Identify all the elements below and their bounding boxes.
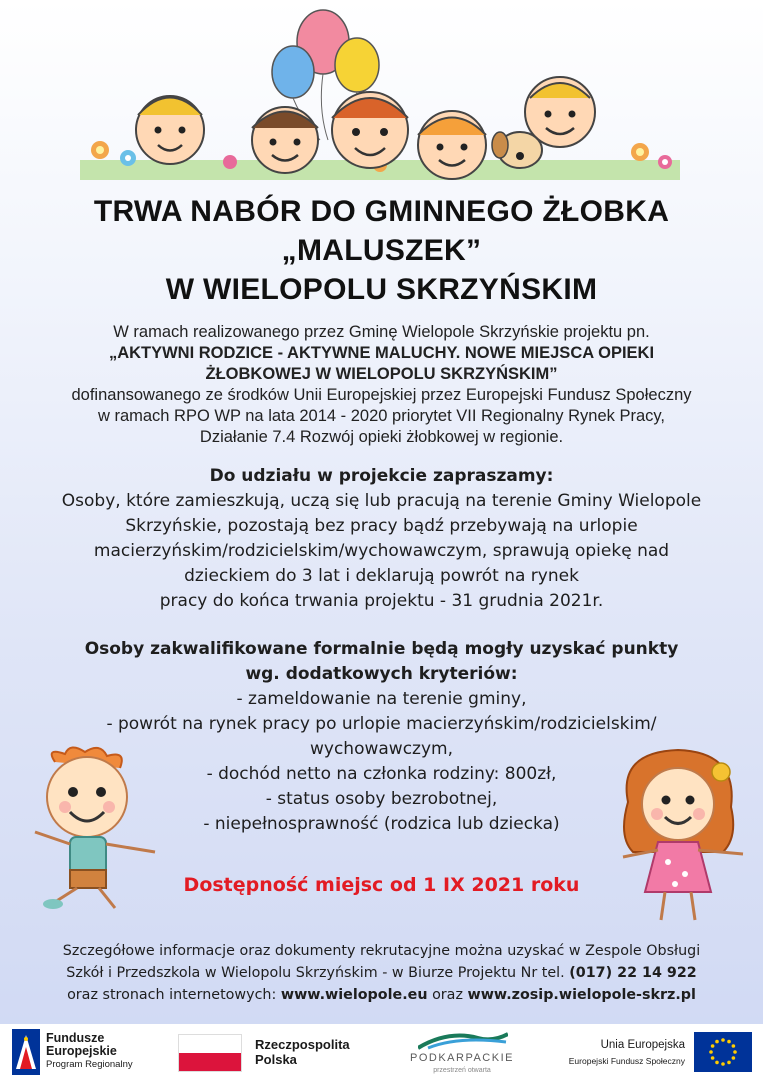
invitation-section: [0, 464, 763, 614]
fe-line-3: Program Regionalny: [46, 1059, 133, 1070]
phone-number: (017) 22 14 922: [569, 965, 697, 981]
contact-line-2-text: Szkół i Przedszkola w Wielopolu Skrzyńskim - w Biurze Projektu Nr tel.: [66, 965, 565, 981]
child-face-4: [418, 111, 486, 179]
criteria-item-2b: wychowawczym,: [309, 739, 453, 759]
availability-notice: [0, 874, 763, 896]
criteria-item-4: - status osoby bezrobotnej,: [265, 789, 498, 809]
eu-star-icon: [715, 1061, 719, 1065]
contact-line-2: [0, 962, 763, 984]
invitation-line-4: dzieckiem do 3 lat i deklarują powrót na rynek: [184, 566, 579, 586]
eu-star-icon: [733, 1050, 737, 1054]
girl-illustration: [603, 742, 753, 927]
contact-line-3-text: oraz stronach internetowych:: [67, 987, 277, 1003]
contact-line-3: [0, 984, 763, 1006]
website-link-1[interactable]: www.wielopole.eu: [280, 987, 428, 1003]
page-title: [0, 192, 763, 309]
invitation-line-1: Osoby, które zamieszkują, uczą się lub pracują na terenie Gminy Wielopole: [61, 491, 702, 511]
eu-star-icon: [732, 1044, 736, 1048]
criteria-item-3: - dochód netto na członka rodziny: 800zł,: [206, 764, 557, 784]
project-intro: [0, 322, 763, 448]
podkarpackie-subtitle: przestrzeń otwarta: [433, 1067, 491, 1074]
eu-star-icon: [732, 1056, 736, 1060]
rp-line-1: Rzeczpospolita: [255, 1037, 350, 1052]
intro-line-1: W ramach realizowanego przez Gminę Wielopole Skrzyńskie projektu pn.: [113, 323, 650, 341]
child-face-2: [252, 107, 318, 173]
polish-flag-icon: [178, 1034, 242, 1072]
availability-text: Dostępność miejsc od 1 IX 2021 roku: [183, 874, 580, 896]
invitation-line-2: Skrzyńskie, pozostają bez pracy bądź przebywają na urlopie: [125, 516, 638, 536]
contact-and: oraz: [432, 987, 463, 1003]
unia-europejska-text: [560, 1037, 685, 1069]
eu-star-icon: [727, 1040, 731, 1044]
eu-star-icon: [709, 1050, 713, 1054]
contact-line-1: Szczegółowe informacje oraz dokumenty rekrutacyjne można uzyskać w Zespole Obsługi: [62, 943, 701, 959]
criteria-heading-1: Osoby zakwalifikowane formalnie będą mogły uzyskać punkty: [84, 639, 679, 659]
eu-star-icon: [721, 1038, 725, 1042]
invitation-line-5: pracy do końca trwania projektu - 31 grudnia 2021r.: [159, 591, 604, 611]
fe-line-2: Europejskie: [46, 1044, 117, 1058]
intro-line-5: w ramach RPO WP na lata 2014 - 2020 priorytet VII Regionalny Rynek Pracy,: [97, 407, 666, 425]
criteria-item-1: - zameldowanie na terenie gminy,: [236, 689, 527, 709]
contact-info: [0, 940, 763, 1006]
website-link-2[interactable]: www.zosip.wielopole-skrz.pl: [467, 987, 696, 1003]
fundusze-europejskie-text: [46, 1032, 133, 1071]
project-name-line-2: ŻŁOBKOWEJ W WIELOPOLU SKRZYŃSKIM”: [205, 365, 558, 383]
eu-star-icon: [711, 1056, 715, 1060]
rp-line-2: Polska: [255, 1052, 297, 1067]
intro-line-4: dofinansowanego ze środków Unii Europejskiej przez Europejski Fundusz Społeczny: [71, 386, 692, 404]
eu-star-icon: [721, 1062, 725, 1066]
invitation-heading: Do udziału w projekcie zapraszamy:: [209, 466, 554, 486]
title-line-2: „MALUSZEK”: [281, 234, 482, 267]
ue-line-1: Unia Europejska: [600, 1039, 685, 1051]
project-name-line-1: „AKTYWNI RODZICE - AKTYWNE MALUCHY. NOWE MIEJSCA OPIEKI: [108, 344, 655, 362]
eu-star-icon: [711, 1044, 715, 1048]
title-line-3: W WIELOPOLU SKRZYŃSKIM: [165, 273, 598, 306]
ue-line-2: Europejski Fundusz Społeczny: [568, 1056, 685, 1066]
fe-line-1: Fundusze: [46, 1031, 105, 1045]
eu-flag-icon: [694, 1032, 752, 1072]
eu-star-icon: [727, 1061, 731, 1065]
rzeczpospolita-polska-text: [255, 1037, 350, 1067]
eu-star-icon: [715, 1040, 719, 1044]
title-line-1: TRWA NABÓR DO GMINNEGO ŻŁOBKA: [93, 195, 670, 228]
header-illustration: [80, 0, 680, 190]
criteria-heading-2: wg. dodatkowych kryteriów:: [245, 664, 518, 684]
criteria-item-5: - niepełnosprawność (rodzica lub dziecka): [203, 814, 560, 834]
podkarpackie-text: PODKARPACKIE: [410, 1052, 514, 1064]
podkarpackie-mountains-icon: [418, 1028, 508, 1050]
criteria-item-2a: - powrót na rynek pracy po urlopie macierzyńskim/rodzicielskim/: [106, 714, 657, 734]
footer-logos: [0, 1024, 763, 1080]
child-face-3: [332, 92, 408, 168]
invitation-line-3: macierzyńskim/rodzicielskim/wychowawczym, sprawują opiekę nad: [93, 541, 670, 561]
child-face-1: [136, 96, 204, 164]
intro-line-6: Działanie 7.4 Rozwój opieki żłobkowej w regionie.: [199, 428, 564, 446]
fundusze-europejskie-logo-icon: [12, 1029, 40, 1075]
